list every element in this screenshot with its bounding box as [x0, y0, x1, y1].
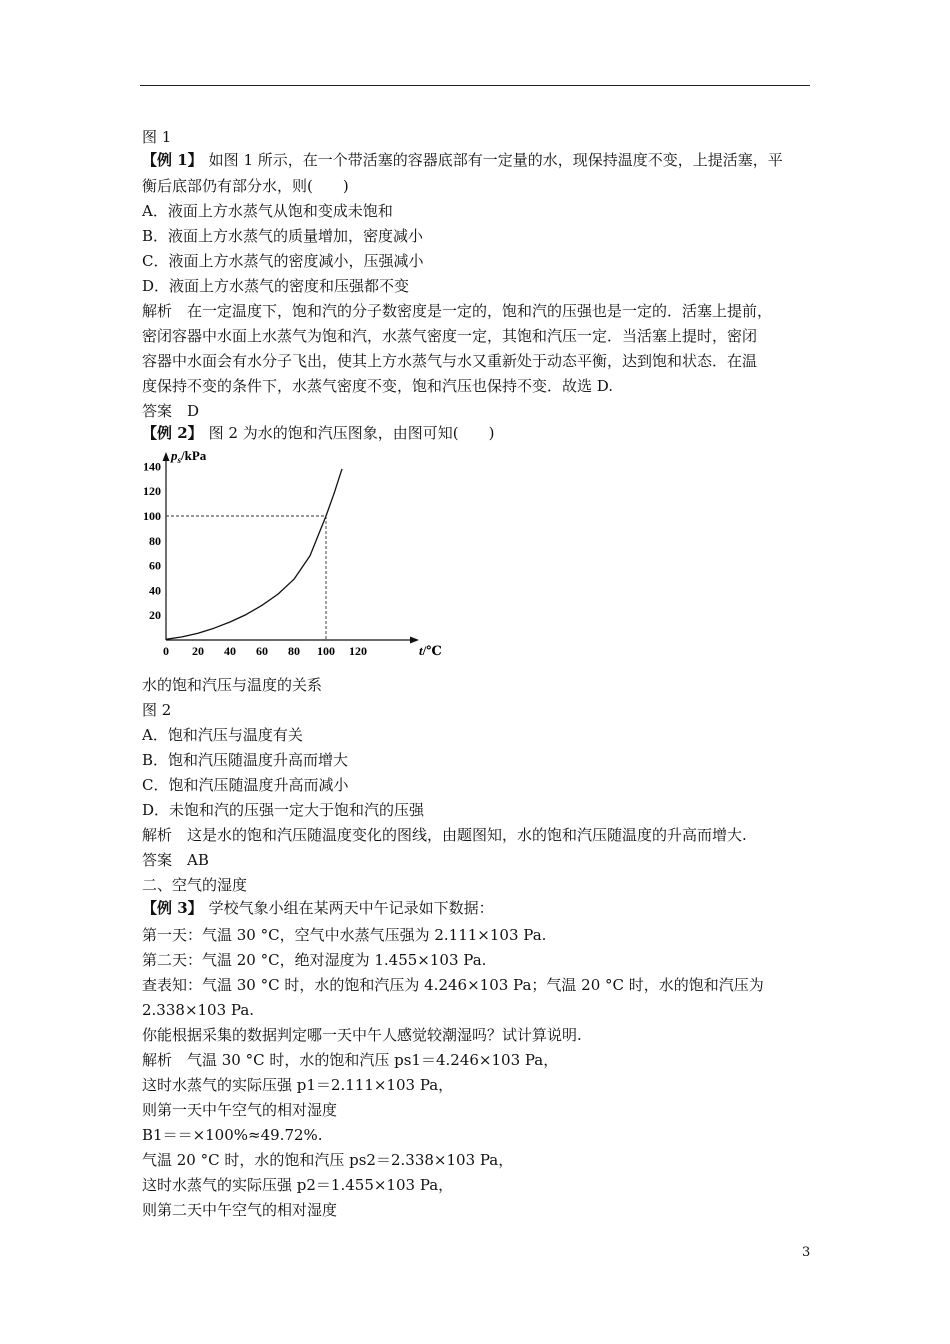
y-tick-labels	[143, 459, 161, 622]
example-3-solution-line-2: 这时水蒸气的实际压强 p1＝2.111×103 Pa，	[142, 1076, 454, 1094]
x-axis-label-unit: /℃	[422, 643, 442, 658]
page-number: 3	[802, 1245, 811, 1260]
x-tick-label: 40	[224, 644, 236, 658]
example-3-solution-line-3: 则第一天中午空气的相对湿度	[142, 1101, 338, 1119]
figure-2-caption: 水的饱和汽压与温度的关系	[142, 676, 323, 694]
y-axis-arrow	[163, 452, 170, 461]
example-1-option-c: C．液面上方水蒸气的密度减小，压强减小	[142, 252, 424, 270]
x-tick-label: 100	[317, 644, 335, 658]
example-3-ask: 你能根据采集的数据判定哪一天中午人感觉较潮湿吗？试计算说明.	[142, 1026, 582, 1044]
y-axis-label	[170, 448, 207, 465]
y-tick-label: 140	[143, 459, 161, 474]
x-tick-label: 0	[163, 644, 169, 658]
section-heading-humidity: 二、空气的湿度	[142, 876, 248, 894]
x-tick-label: 80	[288, 644, 300, 658]
x-axis-label	[419, 643, 442, 658]
chart-axes	[163, 452, 420, 644]
example-2-solution: 解析 这是水的饱和汽压随温度变化的图线，由题图知，水的饱和汽压随温度的升高而增大.	[142, 826, 747, 844]
example-2-option-a: A．饱和汽压与温度有关	[142, 726, 303, 744]
example-1-solution-line-3: 容器中水面会有水分子飞出，使其上方水蒸气与水又重新处于动态平衡，达到饱和状态．在温	[142, 352, 758, 370]
y-axis-label-sub: s	[177, 455, 182, 465]
example-3-solution-line-5: 气温 20 °C 时，水的饱和汽压 ps2＝2.338×103 Pa，	[142, 1151, 514, 1169]
y-tick-label: 60	[149, 558, 161, 573]
series-curve	[166, 469, 342, 639]
example-2-answer: 答案 AB	[142, 851, 209, 869]
x-tick-labels	[163, 644, 367, 658]
figure-1-label: 图 1	[142, 128, 172, 146]
x-tick-label: 20	[192, 644, 204, 658]
example-3-solution-line-4: B1＝＝×100%≈49.72%.	[142, 1126, 323, 1144]
x-axis-label-main: t	[419, 643, 423, 658]
example-1-question	[142, 150, 812, 170]
example-2-tag: 【例 2】	[142, 424, 203, 442]
example-3-question-text: 学校气象小组在某两天中午记录如下数据：	[208, 899, 494, 917]
example-3-question	[142, 898, 812, 918]
figure-2-label: 图 2	[142, 701, 172, 719]
y-axis-label-main: p	[171, 448, 178, 463]
example-3-table-line-1: 查表知：气温 30 °C 时，水的饱和汽压为 4.246×103 Pa；气温 20 °C 时，水的饱和汽压为	[142, 976, 764, 994]
chart-reference-lines	[166, 516, 326, 640]
x-axis-arrow	[410, 637, 419, 644]
y-axis-label-unit: /kPa	[181, 448, 207, 463]
example-1-solution-line-2: 密闭容器中水面上水蒸气为饱和汽，水蒸气密度一定，其饱和汽压一定．当活塞上提时，密闭	[142, 327, 758, 345]
x-tick-label: 60	[256, 644, 268, 658]
chart-series	[166, 469, 342, 639]
example-1-option-b: B．液面上方水蒸气的质量增加，密度减小	[142, 227, 424, 245]
example-2-option-b: B．饱和汽压随温度升高而增大	[142, 751, 349, 769]
example-1-tag: 【例 1】	[142, 151, 203, 169]
example-1-question-cont: 衡后底部仍有部分水，则( )	[142, 177, 349, 195]
example-1-solution-line-4: 度保持不变的条件下，水蒸气密度不变，饱和汽压也保持不变．故选 D.	[142, 377, 614, 395]
x-tick-label: 120	[349, 644, 367, 658]
example-3-solution-line-6: 这时水蒸气的实际压强 p2＝1.455×103 Pa，	[142, 1176, 454, 1194]
example-3-day-2: 第二天：气温 20 °C，绝对湿度为 1.455×103 Pa.	[142, 951, 487, 969]
example-3-day-1: 第一天：气温 30 °C，空气中水蒸气压强为 2.111×103 Pa.	[142, 926, 547, 944]
example-3-tag: 【例 3】	[142, 899, 203, 917]
example-1-question-text: 如图 1 所示，在一个带活塞的容器底部有一定量的水，现保持温度不变，上提活塞，平	[208, 151, 783, 169]
example-1-solution-line-1: 解析 在一定温度下，饱和汽的分子数密度是一定的，饱和汽的压强也是一定的．活塞上提前，	[142, 302, 773, 320]
y-tick-label: 120	[143, 484, 161, 499]
example-1-option-a: A．液面上方水蒸气从饱和变成未饱和	[142, 202, 393, 220]
y-tick-label: 100	[143, 509, 161, 523]
saturation-pressure-chart	[130, 440, 460, 665]
example-3-table-line-2: 2.338×103 Pa.	[142, 1001, 255, 1019]
y-tick-label: 20	[149, 608, 161, 623]
example-2-question-text: 图 2 为水的饱和汽压图象，由图可知( )	[208, 424, 495, 442]
y-tick-label: 80	[149, 533, 161, 548]
example-3-solution-line-7: 则第二天中午空气的相对湿度	[142, 1201, 338, 1219]
example-2-option-d: D．未饱和汽的压强一定大于饱和汽的压强	[142, 801, 425, 819]
example-2-option-c: C．饱和汽压随温度升高而减小	[142, 776, 349, 794]
example-1-option-d: D．液面上方水蒸气的密度和压强都不变	[142, 277, 410, 295]
example-1-answer: 答案 D	[142, 402, 200, 420]
example-3-solution-line-1: 解析 气温 30 °C 时，水的饱和汽压 ps1＝4.246×103 Pa，	[142, 1051, 559, 1069]
y-tick-label: 40	[149, 583, 161, 598]
header-rule	[140, 85, 810, 86]
